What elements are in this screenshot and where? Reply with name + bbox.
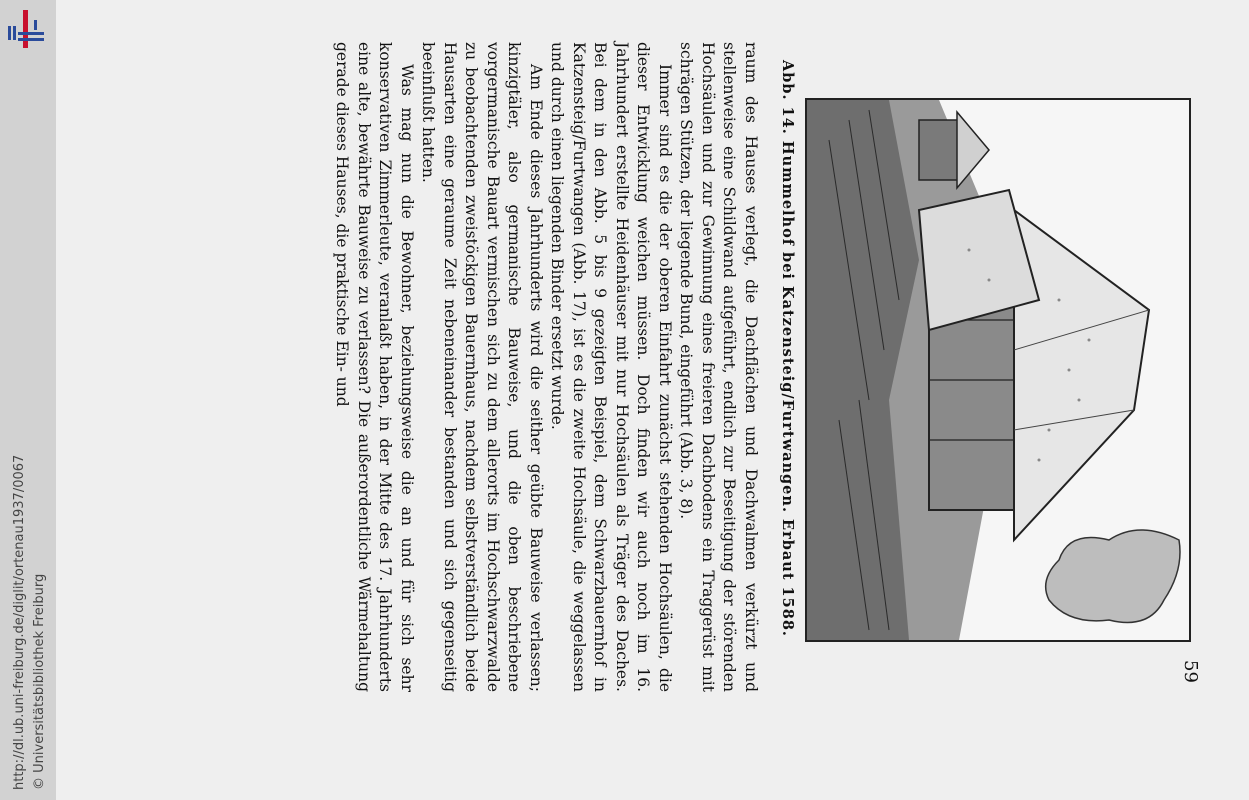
- ub-freiburg-logo-icon[interactable]: [4, 6, 48, 50]
- sidebar-credits: [10, 230, 52, 790]
- page-number: 59: [1180, 660, 1201, 683]
- paragraph: raum des Hauses verlegt, die Dachflächen und Dachwalmen verkürzt und stellenweise eine Schildwand aufgeführt, endlich zur Beseitigung der störenden Hochsäulen und zur Gewinnung eines freieren Dachbodens ein Traggerüst mit schrägen Stützen, der liegende Bund, eingeführt (Abb. 3, 8).: [677, 42, 760, 692]
- figure-caption: Abb. 14. Hummelhof bei Katzensteig/Furtwangen. Erbaut 1588.: [779, 60, 796, 637]
- paragraph: Immer sind es die der oberen Einfahrt zunächst stehenden Hochsäulen, die dieser Entwicklung weichen müssen. Doch finden wir auch noch im 16. Jahrhundert erstellte Heidenhäuser mit nur Hochsäulen als Träger des Daches. Bei dem in den Abb. 5 bis 9 gezeigten Beispiel, dem Schwarzbauernhof in Katzensteig/Furtwangen (Abb. 17), ist es die zweite Hochsäule, die weggelassen und durch einen liegenden Binder ersetzt wurde.: [548, 42, 674, 692]
- body-text: [331, 42, 761, 692]
- rotated-page-content: [201, 20, 1201, 780]
- copyright-notice: © Universitätsbibliothek Freiburg: [32, 573, 47, 790]
- paragraph: Am Ende dieses Jahrhunderts wird die seither geübte Bauweise verlassen; kinzigtäler, also germanische Bauweise, und die oben beschriebene vorgermanische Bauart vermischen sich zu dem allerorts im Hochschwarzwalde zu beobachtenden zweistöckigen Bauernhaus, nachdem selbstverständlich beide Hausarten eine geraume Zeit nebeneinander bestanden und sich gegenseitig beeinflußt hatten.: [419, 42, 545, 692]
- source-url[interactable]: http://dl.ub.uni-freiburg.de/diglit/ortenau1937/0067: [12, 454, 27, 790]
- document-page: [56, 0, 1249, 800]
- paragraph: Was mag nun die Bewohner, beziehungsweise die an und für sich sehr konservativen Zimmerleute, veranlaßt haben, in der Mitte des 17. Jahrhunderts eine alte, bewährte Bauweise zu verlassen? Die außerordentliche Wärmehaltung gerade dieses Hauses, die praktische Ein- und: [333, 42, 416, 692]
- farmhouse-illustration: [805, 98, 1191, 642]
- viewer-sidebar: [0, 0, 56, 800]
